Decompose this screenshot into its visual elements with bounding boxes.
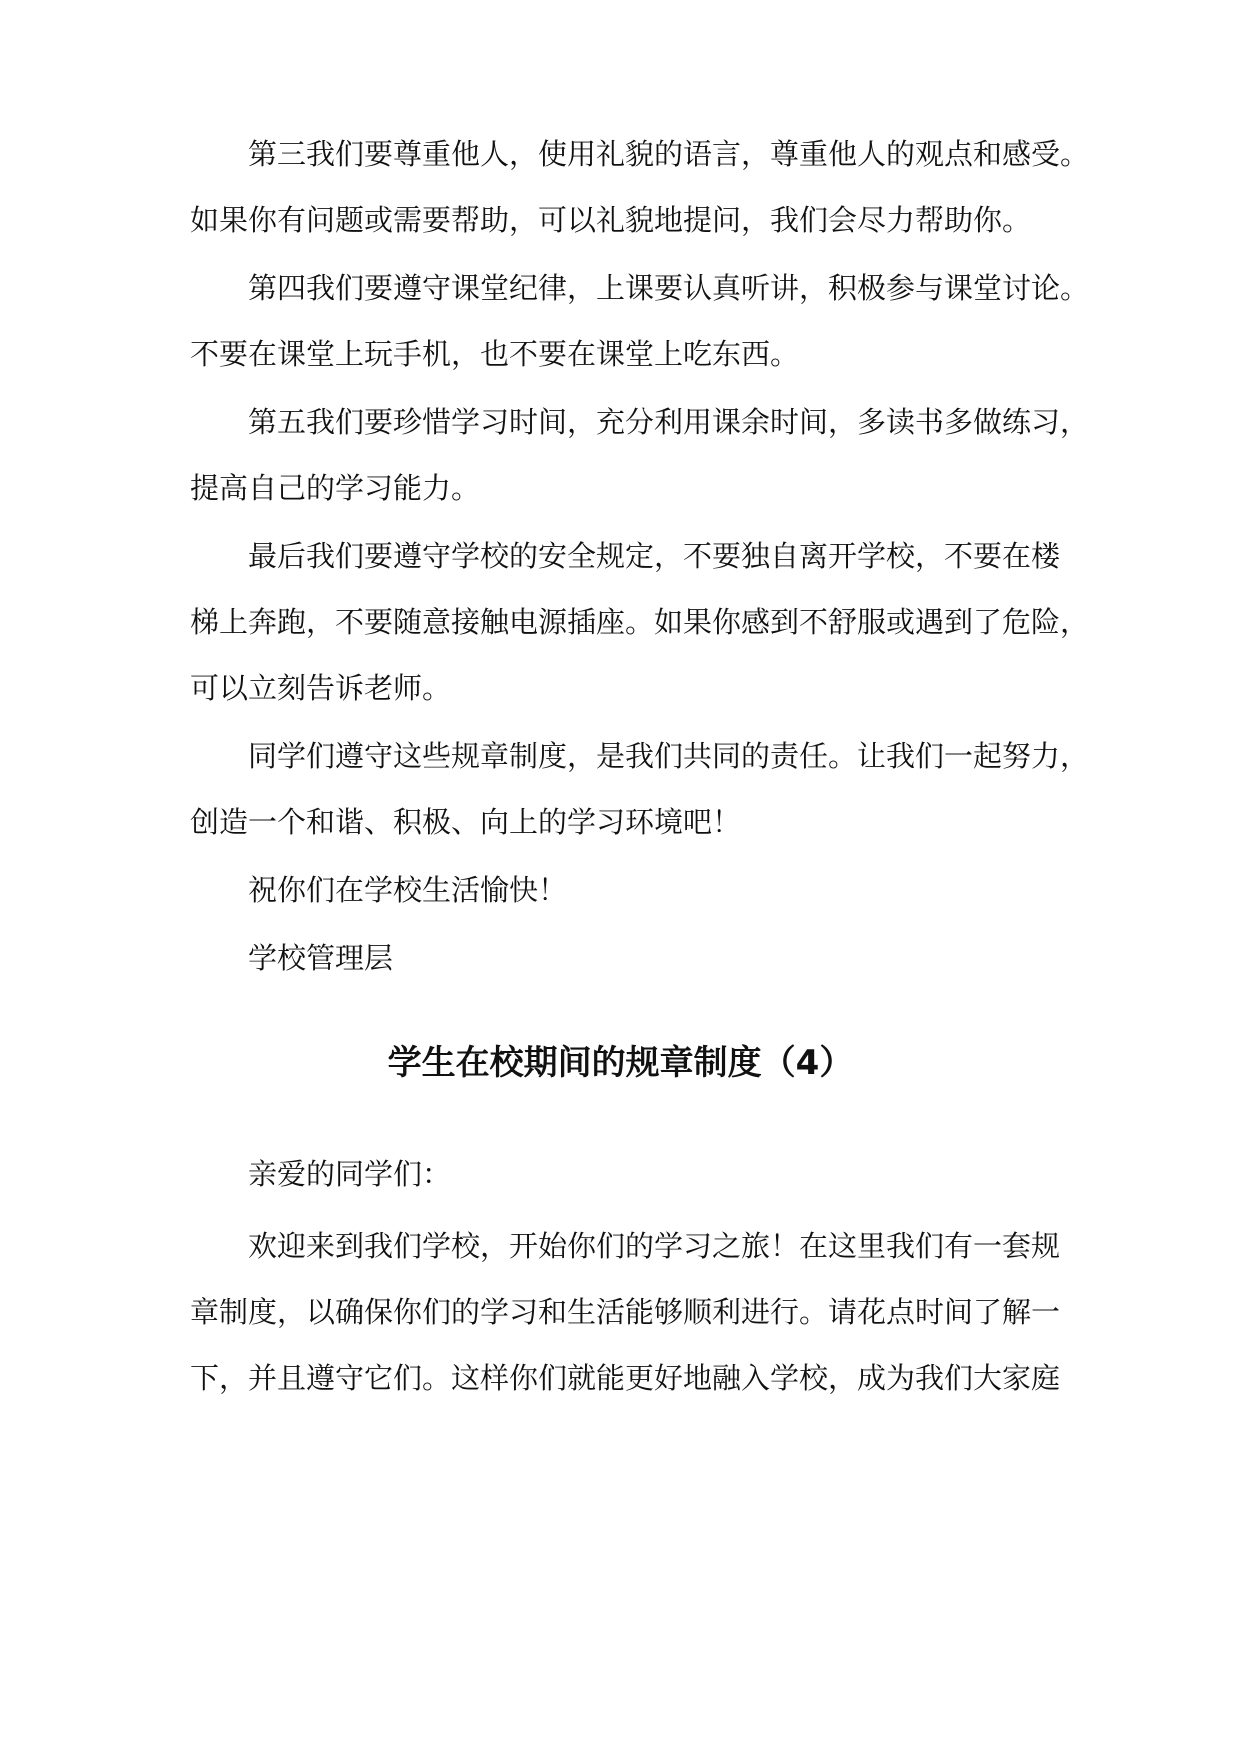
text-line: 第五我们要珍惜学习时间，充分利用课余时间，多读书多做练习， [248,405,1090,439]
text-line: 第四我们要遵守课堂纪律，上课要认真听讲，积极参与课堂讨论。 [248,271,1090,305]
text-line: 最后我们要遵守学校的安全规定，不要独自离开学校，不要在楼 [248,539,1061,573]
text-line: 如果你有问题或需要帮助，可以礼貌地提问，我们会尽力帮助你。 [190,203,1032,237]
text-line: 学校管理层 [248,941,394,975]
text-line: 祝你们在学校生活愉快！ [248,873,568,907]
text-line: 章制度，以确保你们的学习和生活能够顺利进行。请花点时间了解一 [190,1295,1061,1329]
text-line: 不要在课堂上玩手机，也不要在课堂上吃东西。 [190,337,800,371]
text-line: 亲爱的同学们： [248,1157,452,1191]
text-line: 创造一个和谐、积极、向上的学习环境吧！ [190,805,742,839]
text-line: 第三我们要尊重他人，使用礼貌的语言，尊重他人的观点和感受。 [248,137,1090,171]
text-line: 同学们遵守这些规章制度，是我们共同的责任。让我们一起努力， [248,739,1090,773]
text-line: 下，并且遵守它们。这样你们就能更好地融入学校，成为我们大家庭 [190,1361,1061,1395]
text-line: 可以立刻告诉老师。 [190,671,452,705]
text-line: 提高自己的学习能力。 [190,471,481,505]
section-title: 学生在校期间的规章制度（4） [387,1043,854,1083]
text-line: 梯上奔跑，不要随意接触电源插座。如果你感到不舒服或遇到了危险， [190,605,1090,639]
text-line: 欢迎来到我们学校，开始你们的学习之旅！在这里我们有一套规 [248,1229,1061,1263]
